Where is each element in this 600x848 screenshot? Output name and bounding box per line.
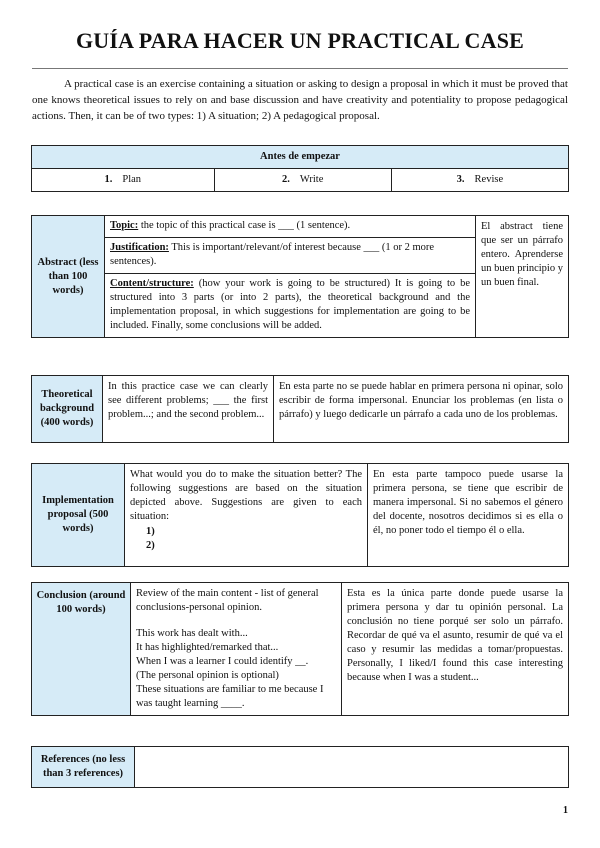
implementation-text: What would you do to make the situation better? The following suggestions are based on the situation depicted above. Suggestions are given to each situation: [130,469,362,522]
structure-label: Content/structure: [110,278,194,289]
conclusion-label: Conclusion (around 100 words) [32,583,131,716]
before-header: Antes de empezar [32,146,569,169]
intro-paragraph: A practical case is an exercise containing a situation or asking to design a proposal in which it must be proved that one knows theoretical issues to rely on and base discussion and have creativity and potentiality to propose pedagogical actions. Then, it can be of two types: 1) A situation; 2) A pedagogical proposal. [32,78,568,122]
structure-text: (how your work is going to be structured) It is going to be structured into 3 parts (or into 2 parts), the theoretical background and the implementation proposal, in which suggestions for implementation are going to be included. Finally, some conclusions will be added. [110,278,470,331]
conclusion-line: When I was a learner I could identify __. [136,656,309,667]
abstract-table [31,215,569,338]
implementation-label: Implementation proposal (500 words) [32,464,125,567]
before-you-start-table [31,145,569,192]
title-divider [32,68,568,69]
conclusion-line: These situations are familiar to me because I was taught learning ____. [136,684,324,709]
step-revise [391,169,568,192]
justification-text: This is important/relevant/of interest because ___ (1 or 2 more sentences). [110,242,435,267]
abstract-structure [105,274,475,337]
topic-label: Topic: [110,220,139,231]
references-content [135,747,569,788]
abstract-content [105,216,476,338]
conclusion-line: This work has dealt with... [136,628,248,639]
references-table [31,746,569,788]
conclusion-line: It has highlighted/remarked that... [136,642,279,653]
step-label: Plan [122,174,142,185]
list-item: 1) [146,526,155,537]
list-item: 2) [146,540,155,551]
step-plan [32,169,215,192]
abstract-justification [105,238,475,274]
conclusion-english [131,583,342,716]
conclusion-intro: Review of the main content - list of general conclusions-personal opinion. [136,588,319,613]
step-write [214,169,391,192]
abstract-topic [105,216,475,238]
references-label: References (no less than 3 references) [32,747,135,788]
theoretical-english: In this practice case we can clearly see different problems; ___ the first problem...; and the second problem... [103,376,274,443]
theoretical-label: Theoretical background (400 words) [32,376,103,443]
theoretical-table [31,375,569,443]
abstract-label: Abstract (less than 100 words) [32,216,105,338]
implementation-note: En esta parte tampoco puede usarse la primera persona, se tiene que escribir de manera impersonal. Si no sabemos el género del docente, nosotros decidimos si es ella o él, no poner todo el tiempo él o ella. [368,464,569,567]
implementation-table [31,463,569,567]
justification-label: Justification: [110,242,169,253]
step-number: 1. [104,174,113,185]
step-number: 2. [282,174,290,185]
conclusion-note: Esta es la única parte donde puede usarse la primera persona y dar tu opinión personal. La conclusión no tiene porqué ser solo un párrafo. Recordar de qué va el asunto, resumir de qué va el caso y resumir las medidas a tomar/propuestas. Personally, I liked/I found this case interesting because when I was a student... [342,583,569,716]
step-number: 3. [456,174,465,185]
suggestion-list [146,525,362,553]
topic-text: the topic of this practical case is ___ (1 sentence). [138,220,351,231]
step-label: Write [299,174,324,185]
implementation-english [125,464,368,567]
abstract-note: El abstract tiene que ser un párrafo entero. Aprenderse un buen principio y un buen final. [476,216,569,338]
page-title: GUÍA PARA HACER UN PRACTICAL CASE [75,28,525,53]
page-number: 1 [563,805,568,816]
conclusion-line: (The personal opinion is optional) [136,670,279,681]
conclusion-table [31,582,569,716]
step-label: Revise [474,174,504,185]
theoretical-note: En esta parte no se puede hablar en primera persona ni opinar, solo escribir de forma impersonal. Enunciar los problemas (en lista o párrafo) y luego dedicarle un párrafo a cada uno de los problemas. [274,376,569,443]
